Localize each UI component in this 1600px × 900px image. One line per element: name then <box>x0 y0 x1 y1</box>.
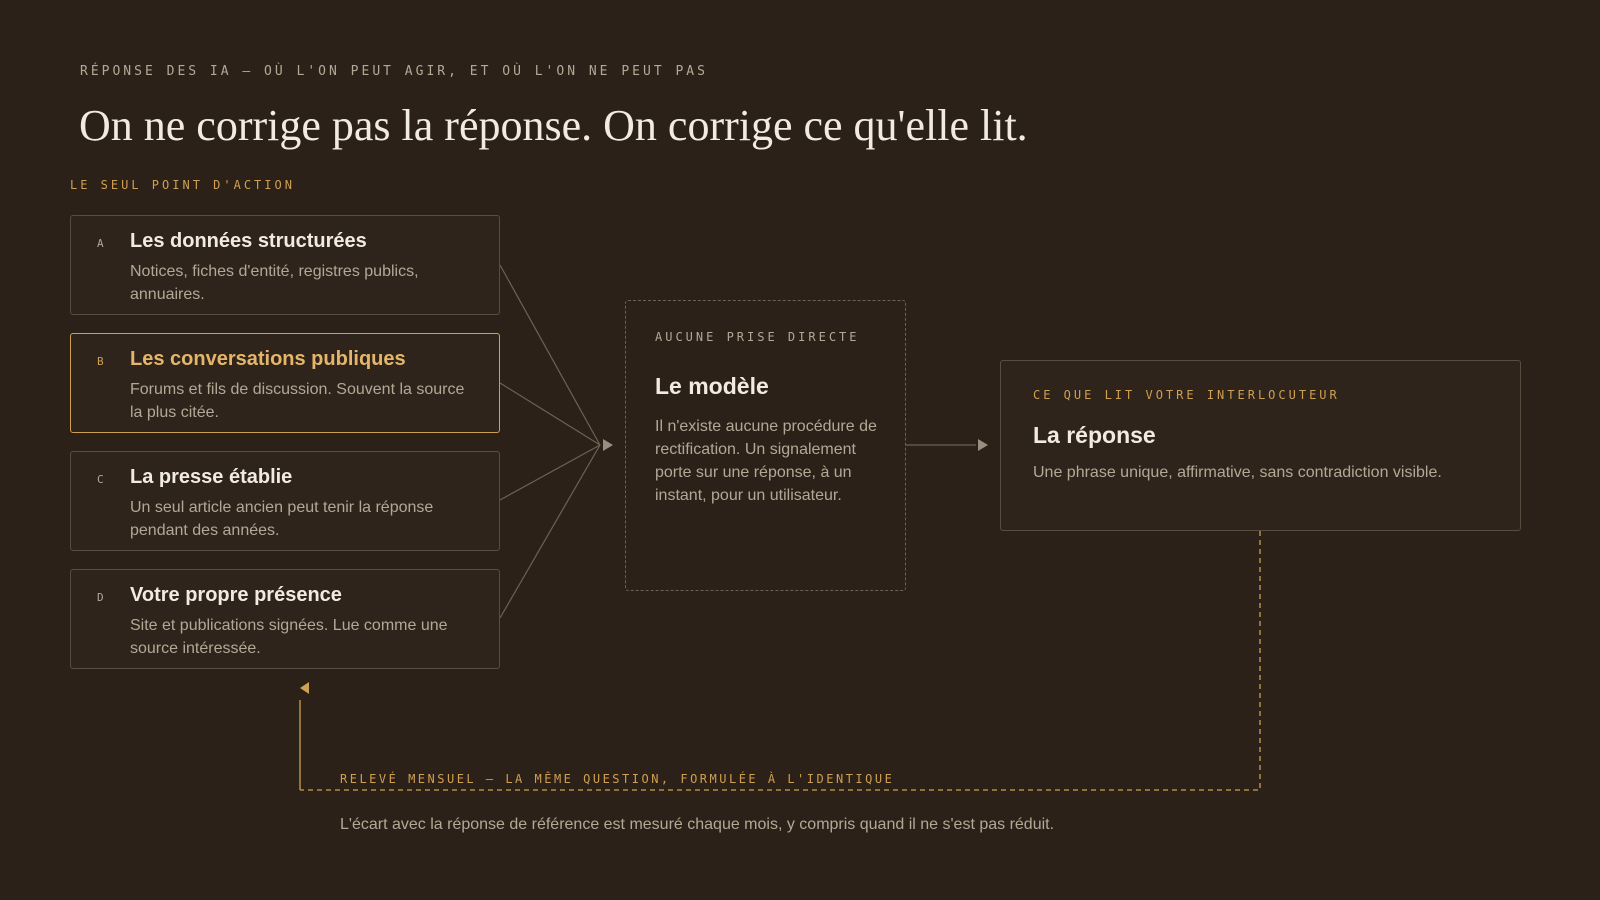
arrowhead-to-model <box>603 439 613 451</box>
source-title: Les conversations publiques <box>130 348 406 370</box>
model-description: Il n'existe aucune procédure de rectification. Un signalement porte sur une réponse, à un instant, pour un utilisateur. <box>655 418 877 504</box>
answer-description: Une phrase unique, affirmative, sans contradiction visible. <box>1033 464 1442 481</box>
arrowhead-to-sources <box>300 682 309 694</box>
source-description: Site et publications signées. Lue comme une source intéressée. <box>130 617 448 657</box>
feedback-loop-description: L'écart avec la réponse de référence est mesuré chaque mois, y compris quand il ne s'est pas réduit. <box>340 816 1055 833</box>
model-title: Le modèle <box>655 373 769 399</box>
arrowhead-to-answer <box>978 439 988 451</box>
sources-label: LE SEUL POINT D'ACTION <box>70 178 295 192</box>
model-eyebrow: AUCUNE PRISE DIRECTE <box>655 330 860 344</box>
source-title: Votre propre présence <box>130 584 342 606</box>
source-card-b <box>70 333 500 433</box>
source-card-a <box>70 215 500 315</box>
source-letter: C <box>97 473 104 486</box>
source-title: Les données structurées <box>130 230 367 252</box>
source-description: Un seul article ancien peut tenir la réponse pendant des années. <box>130 499 434 539</box>
model-card <box>625 300 906 591</box>
source-title: La presse établie <box>130 466 293 488</box>
answer-title: La réponse <box>1033 422 1156 448</box>
answer-eyebrow: CE QUE LIT VOTRE INTERLOCUTEUR <box>1033 388 1340 402</box>
page-eyebrow: RÉPONSE DES IA — OÙ L'ON PEUT AGIR, ET OÙ L'ON NE PEUT PAS <box>80 64 708 79</box>
connector-b <box>500 383 600 445</box>
source-letter: D <box>97 591 104 604</box>
connector-c <box>500 445 600 500</box>
connector-d <box>500 445 600 618</box>
source-letter: A <box>97 237 104 250</box>
source-description: Notices, fiches d'entité, registres publics, annuaires. <box>130 263 419 303</box>
source-letter: B <box>97 355 104 368</box>
connector-a <box>500 265 600 445</box>
source-card-c <box>70 451 500 551</box>
answer-card <box>1000 360 1521 531</box>
page-title: On ne corrige pas la réponse. On corrige ce qu'elle lit. <box>79 101 1028 150</box>
feedback-loop-label: RELEVÉ MENSUEL — LA MÊME QUESTION, FORMULÉE À L'IDENTIQUE <box>340 772 895 786</box>
source-card-d <box>70 569 500 669</box>
source-description: Forums et fils de discussion. Souvent la source la plus citée. <box>130 381 465 421</box>
